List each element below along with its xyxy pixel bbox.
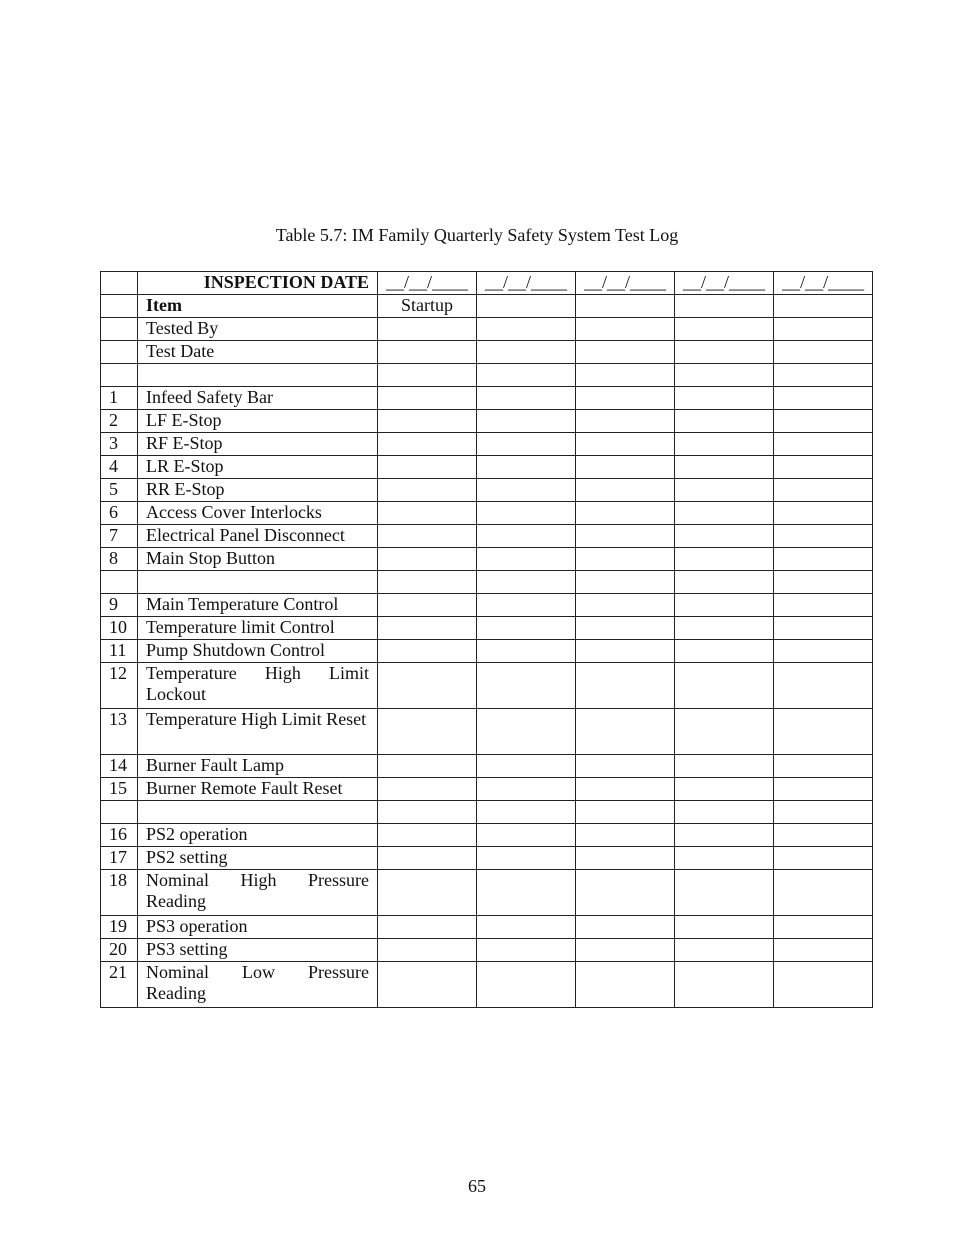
entry-cell[interactable] bbox=[477, 962, 576, 1008]
entry-cell[interactable] bbox=[576, 962, 675, 1008]
entry-cell[interactable] bbox=[576, 295, 675, 318]
entry-cell[interactable] bbox=[477, 295, 576, 318]
item-name: LF E-Stop bbox=[138, 410, 378, 433]
entry-cell[interactable] bbox=[477, 594, 576, 617]
entry-cell[interactable] bbox=[675, 778, 774, 801]
table-row bbox=[101, 594, 873, 617]
entry-cell[interactable] bbox=[477, 663, 576, 709]
entry-cell[interactable] bbox=[576, 755, 675, 778]
item-number: 17 bbox=[101, 847, 138, 870]
blank-cell bbox=[101, 364, 138, 387]
entry-cell[interactable] bbox=[774, 364, 873, 387]
entry-cell[interactable] bbox=[576, 387, 675, 410]
item-name: PS2 setting bbox=[138, 847, 378, 870]
entry-cell[interactable] bbox=[576, 479, 675, 502]
item-number: 3 bbox=[101, 433, 138, 456]
item-number: 1 bbox=[101, 387, 138, 410]
entry-cell[interactable] bbox=[774, 571, 873, 594]
entry-cell[interactable] bbox=[378, 525, 477, 548]
entry-cell[interactable] bbox=[774, 318, 873, 341]
item-name: Pump Shutdown Control bbox=[138, 640, 378, 663]
entry-cell[interactable] bbox=[477, 318, 576, 341]
entry-cell[interactable] bbox=[774, 410, 873, 433]
item-name: Temperature High Limit Lockout bbox=[138, 663, 378, 709]
item-number: 19 bbox=[101, 916, 138, 939]
table-row bbox=[101, 778, 873, 801]
entry-cell[interactable] bbox=[576, 410, 675, 433]
entry-cell[interactable] bbox=[477, 847, 576, 870]
item-name: RR E-Stop bbox=[138, 479, 378, 502]
entry-cell[interactable] bbox=[378, 778, 477, 801]
entry-cell[interactable] bbox=[576, 525, 675, 548]
entry-cell[interactable] bbox=[378, 410, 477, 433]
blank-cell bbox=[138, 364, 378, 387]
entry-cell[interactable] bbox=[675, 916, 774, 939]
item-name: Nominal High Pressure Reading bbox=[138, 870, 378, 916]
table-row bbox=[101, 663, 873, 709]
table-row bbox=[101, 939, 873, 962]
entry-cell[interactable] bbox=[774, 870, 873, 916]
entry-cell[interactable] bbox=[774, 640, 873, 663]
entry-cell[interactable] bbox=[576, 916, 675, 939]
entry-cell[interactable] bbox=[576, 801, 675, 824]
entry-cell[interactable] bbox=[774, 663, 873, 709]
entry-cell[interactable] bbox=[576, 433, 675, 456]
entry-cell[interactable] bbox=[378, 479, 477, 502]
entry-cell[interactable] bbox=[378, 962, 477, 1008]
entry-cell[interactable] bbox=[774, 916, 873, 939]
entry-cell[interactable] bbox=[576, 318, 675, 341]
table-row bbox=[101, 755, 873, 778]
entry-cell[interactable] bbox=[675, 479, 774, 502]
entry-cell[interactable] bbox=[378, 640, 477, 663]
entry-cell[interactable] bbox=[675, 824, 774, 847]
entry-cell[interactable] bbox=[675, 939, 774, 962]
entry-cell[interactable] bbox=[477, 916, 576, 939]
item-name: LR E-Stop bbox=[138, 456, 378, 479]
blank-cell bbox=[101, 318, 138, 341]
entry-cell[interactable] bbox=[477, 939, 576, 962]
entry-cell[interactable] bbox=[774, 502, 873, 525]
entry-cell[interactable] bbox=[675, 295, 774, 318]
item-name: Electrical Panel Disconnect bbox=[138, 525, 378, 548]
item-name: Temperature High Limit Reset bbox=[138, 709, 378, 755]
entry-cell[interactable] bbox=[477, 479, 576, 502]
entry-cell[interactable] bbox=[378, 341, 477, 364]
item-name: Main Temperature Control bbox=[138, 594, 378, 617]
item-name: Infeed Safety Bar bbox=[138, 387, 378, 410]
entry-cell[interactable] bbox=[675, 962, 774, 1008]
entry-cell[interactable] bbox=[477, 617, 576, 640]
entry-cell[interactable] bbox=[675, 525, 774, 548]
table-row bbox=[101, 709, 873, 755]
spacer-row bbox=[101, 571, 873, 594]
item-number: 7 bbox=[101, 525, 138, 548]
entry-cell[interactable] bbox=[477, 755, 576, 778]
entry-cell[interactable] bbox=[477, 709, 576, 755]
entry-cell[interactable] bbox=[774, 433, 873, 456]
entry-cell[interactable] bbox=[477, 870, 576, 916]
item-name: Nominal Low Pressure Reading bbox=[138, 962, 378, 1008]
item-number: 2 bbox=[101, 410, 138, 433]
entry-cell[interactable] bbox=[576, 847, 675, 870]
item-name: RF E-Stop bbox=[138, 433, 378, 456]
item-number: 15 bbox=[101, 778, 138, 801]
item-number: 11 bbox=[101, 640, 138, 663]
entry-cell[interactable] bbox=[675, 801, 774, 824]
table-row bbox=[101, 502, 873, 525]
entry-cell[interactable] bbox=[378, 364, 477, 387]
entry-cell[interactable] bbox=[774, 456, 873, 479]
entry-cell[interactable] bbox=[576, 870, 675, 916]
table-row bbox=[101, 962, 873, 1008]
entry-cell[interactable] bbox=[774, 594, 873, 617]
blank-cell bbox=[101, 571, 138, 594]
entry-cell[interactable] bbox=[774, 548, 873, 571]
entry-cell[interactable] bbox=[675, 571, 774, 594]
entry-cell[interactable] bbox=[675, 364, 774, 387]
entry-cell[interactable] bbox=[774, 617, 873, 640]
inspection-date-field[interactable]: __/__/____ bbox=[576, 272, 675, 295]
entry-cell[interactable] bbox=[774, 479, 873, 502]
table-row bbox=[101, 387, 873, 410]
blank-cell bbox=[138, 801, 378, 824]
entry-cell[interactable] bbox=[675, 456, 774, 479]
table-row bbox=[101, 617, 873, 640]
item-number: 16 bbox=[101, 824, 138, 847]
entry-cell[interactable] bbox=[774, 824, 873, 847]
table-row bbox=[101, 548, 873, 571]
entry-cell[interactable] bbox=[378, 663, 477, 709]
entry-cell[interactable] bbox=[576, 709, 675, 755]
entry-cell[interactable] bbox=[675, 387, 774, 410]
entry-cell[interactable] bbox=[378, 916, 477, 939]
table-row bbox=[101, 456, 873, 479]
inspection-date-field[interactable]: __/__/____ bbox=[378, 272, 477, 295]
entry-cell[interactable] bbox=[378, 502, 477, 525]
item-number: 21 bbox=[101, 962, 138, 1008]
entry-cell[interactable] bbox=[378, 387, 477, 410]
entry-cell[interactable] bbox=[477, 387, 576, 410]
table-row bbox=[101, 479, 873, 502]
entry-cell[interactable] bbox=[675, 433, 774, 456]
entry-cell[interactable] bbox=[774, 847, 873, 870]
signoff-row bbox=[101, 318, 873, 341]
entry-cell[interactable] bbox=[774, 939, 873, 962]
item-number: 9 bbox=[101, 594, 138, 617]
item-name: Main Stop Button bbox=[138, 548, 378, 571]
table-row bbox=[101, 824, 873, 847]
entry-cell[interactable] bbox=[477, 778, 576, 801]
inspection-date-field[interactable]: __/__/____ bbox=[675, 272, 774, 295]
safety-test-log-table bbox=[100, 271, 873, 1008]
inspection-date-field[interactable]: __/__/____ bbox=[477, 272, 576, 295]
blank-cell bbox=[101, 341, 138, 364]
entry-cell[interactable] bbox=[477, 640, 576, 663]
entry-cell[interactable] bbox=[378, 939, 477, 962]
startup-label: Startup bbox=[378, 295, 477, 318]
entry-cell[interactable] bbox=[477, 571, 576, 594]
entry-cell[interactable] bbox=[774, 801, 873, 824]
spacer-row bbox=[101, 801, 873, 824]
item-number: 5 bbox=[101, 479, 138, 502]
item-number: 13 bbox=[101, 709, 138, 755]
entry-cell[interactable] bbox=[675, 663, 774, 709]
entry-cell[interactable] bbox=[477, 456, 576, 479]
entry-cell[interactable] bbox=[378, 571, 477, 594]
entry-cell[interactable] bbox=[675, 341, 774, 364]
item-number: 18 bbox=[101, 870, 138, 916]
entry-cell[interactable] bbox=[576, 456, 675, 479]
entry-cell[interactable] bbox=[774, 709, 873, 755]
entry-cell[interactable] bbox=[576, 594, 675, 617]
entry-cell[interactable] bbox=[378, 456, 477, 479]
entry-cell[interactable] bbox=[774, 387, 873, 410]
item-name: PS3 operation bbox=[138, 916, 378, 939]
entry-cell[interactable] bbox=[675, 502, 774, 525]
entry-cell[interactable] bbox=[774, 778, 873, 801]
entry-cell[interactable] bbox=[378, 617, 477, 640]
entry-cell[interactable] bbox=[774, 962, 873, 1008]
entry-cell[interactable] bbox=[774, 341, 873, 364]
entry-cell[interactable] bbox=[675, 410, 774, 433]
item-name: PS3 setting bbox=[138, 939, 378, 962]
inspection-date-field[interactable]: __/__/____ bbox=[774, 272, 873, 295]
entry-cell[interactable] bbox=[576, 548, 675, 571]
item-name: Burner Remote Fault Reset bbox=[138, 778, 378, 801]
entry-cell[interactable] bbox=[378, 801, 477, 824]
entry-cell[interactable] bbox=[774, 295, 873, 318]
table-row bbox=[101, 640, 873, 663]
entry-cell[interactable] bbox=[675, 318, 774, 341]
item-name: Access Cover Interlocks bbox=[138, 502, 378, 525]
entry-cell[interactable] bbox=[477, 548, 576, 571]
table-row bbox=[101, 410, 873, 433]
entry-cell[interactable] bbox=[576, 502, 675, 525]
table-row bbox=[101, 525, 873, 548]
signoff-label: Test Date bbox=[138, 341, 378, 364]
item-number: 10 bbox=[101, 617, 138, 640]
page-number: 65 bbox=[468, 1176, 486, 1196]
entry-cell[interactable] bbox=[675, 640, 774, 663]
entry-cell[interactable] bbox=[675, 755, 774, 778]
blank-cell bbox=[101, 295, 138, 318]
entry-cell[interactable] bbox=[477, 364, 576, 387]
entry-cell[interactable] bbox=[477, 525, 576, 548]
table-caption: Table 5.7: IM Family Quarterly Safety System Test Log bbox=[275, 225, 679, 245]
entry-cell[interactable] bbox=[477, 801, 576, 824]
entry-cell[interactable] bbox=[378, 594, 477, 617]
entry-cell[interactable] bbox=[378, 824, 477, 847]
entry-cell[interactable] bbox=[675, 548, 774, 571]
entry-cell[interactable] bbox=[576, 640, 675, 663]
entry-cell[interactable] bbox=[675, 847, 774, 870]
entry-cell[interactable] bbox=[477, 824, 576, 847]
entry-cell[interactable] bbox=[774, 755, 873, 778]
entry-cell[interactable] bbox=[576, 341, 675, 364]
entry-cell[interactable] bbox=[378, 870, 477, 916]
item-header-row bbox=[101, 295, 873, 318]
table-row bbox=[101, 433, 873, 456]
blank-cell bbox=[138, 571, 378, 594]
item-name: Temperature limit Control bbox=[138, 617, 378, 640]
blank-cell bbox=[101, 801, 138, 824]
entry-cell[interactable] bbox=[378, 433, 477, 456]
entry-cell[interactable] bbox=[675, 870, 774, 916]
item-number: 6 bbox=[101, 502, 138, 525]
item-number: 14 bbox=[101, 755, 138, 778]
entry-cell[interactable] bbox=[378, 548, 477, 571]
entry-cell[interactable] bbox=[477, 341, 576, 364]
inspection-date-label: INSPECTION DATE bbox=[138, 272, 378, 295]
entry-cell[interactable] bbox=[576, 364, 675, 387]
entry-cell[interactable] bbox=[378, 318, 477, 341]
item-name: Burner Fault Lamp bbox=[138, 755, 378, 778]
entry-cell[interactable] bbox=[477, 410, 576, 433]
table-row bbox=[101, 916, 873, 939]
entry-cell[interactable] bbox=[477, 433, 576, 456]
entry-cell[interactable] bbox=[675, 617, 774, 640]
entry-cell[interactable] bbox=[378, 847, 477, 870]
blank-cell bbox=[101, 272, 138, 295]
entry-cell[interactable] bbox=[576, 617, 675, 640]
entry-cell[interactable] bbox=[576, 824, 675, 847]
entry-cell[interactable] bbox=[675, 709, 774, 755]
entry-cell[interactable] bbox=[576, 939, 675, 962]
item-column-header: Item bbox=[138, 295, 378, 318]
signoff-row bbox=[101, 341, 873, 364]
spacer-row bbox=[101, 364, 873, 387]
entry-cell[interactable] bbox=[477, 502, 576, 525]
item-number: 12 bbox=[101, 663, 138, 709]
entry-cell[interactable] bbox=[378, 709, 477, 755]
entry-cell[interactable] bbox=[378, 755, 477, 778]
item-number: 4 bbox=[101, 456, 138, 479]
entry-cell[interactable] bbox=[576, 778, 675, 801]
entry-cell[interactable] bbox=[576, 663, 675, 709]
item-number: 8 bbox=[101, 548, 138, 571]
entry-cell[interactable] bbox=[774, 525, 873, 548]
entry-cell[interactable] bbox=[576, 571, 675, 594]
signoff-label: Tested By bbox=[138, 318, 378, 341]
item-name: PS2 operation bbox=[138, 824, 378, 847]
inspection-date-row bbox=[101, 272, 873, 295]
table-row bbox=[101, 847, 873, 870]
entry-cell[interactable] bbox=[675, 594, 774, 617]
table-row bbox=[101, 870, 873, 916]
item-number: 20 bbox=[101, 939, 138, 962]
